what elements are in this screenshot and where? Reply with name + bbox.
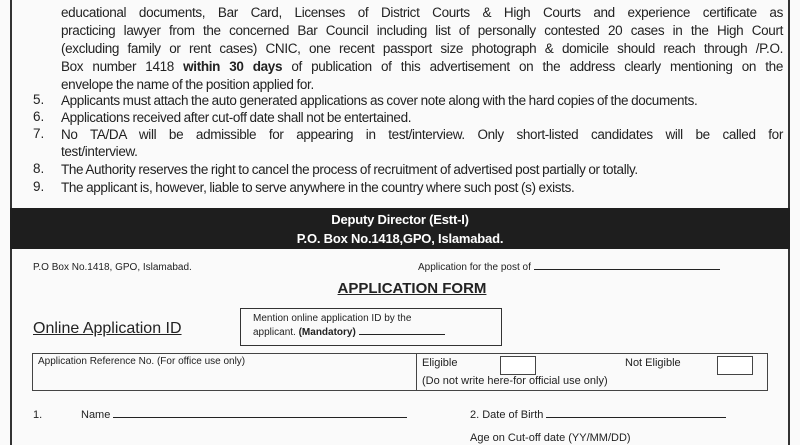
item4-line: educational documents, Bar Card, Licenses of District Courts & High Courts and experience certificate as — [61, 5, 783, 20]
office-use-table — [32, 353, 768, 391]
deadline-text: within 30 days — [183, 59, 283, 74]
contact-band — [10, 208, 790, 249]
age-label: Age on Cut-off date (YY/MM/DD) — [470, 432, 631, 444]
item4-line: envelope the name of the position applied for. — [61, 77, 314, 92]
item-text: The applicant is, however, liable to serve anywhere in the country where such post (s) exists. — [61, 180, 575, 195]
item4-line: (excluding family or rent cases) CNIC, one recent passport size photograph & domicile should reach through /P.O. — [61, 41, 783, 56]
post-field[interactable] — [418, 262, 720, 273]
dob-label: 2. Date of Birth — [470, 409, 544, 421]
name-label: Name — [81, 409, 111, 421]
not-eligible-checkbox[interactable] — [717, 356, 753, 375]
id-box-text: applicant. — [253, 327, 299, 338]
item-number: 5. — [33, 92, 45, 107]
item-text: Applicants must attach the auto generated applications as cover note along with the hard copies of the documents. — [61, 93, 698, 108]
name-number: 1. — [33, 409, 43, 421]
contact-title: Deputy Director (Estt-I) — [331, 212, 469, 227]
ref-label: Application Reference No. (For office use only) — [38, 356, 246, 367]
item-text: test/interview. — [61, 144, 138, 159]
id-box-text: Mention online application ID by the — [253, 313, 412, 324]
eligible-label: Eligible — [422, 357, 458, 369]
eligible-checkbox[interactable] — [500, 356, 536, 375]
form-address: P.O Box No.1418, GPO, Islamabad. — [33, 262, 192, 273]
contact-address: P.O. Box No.1418,GPO, Islamabad. — [296, 231, 504, 246]
text: Box number 1418 — [61, 59, 184, 74]
item-number: 9. — [33, 179, 45, 194]
not-eligible-label: Not Eligible — [625, 357, 681, 369]
online-id-box[interactable] — [240, 308, 502, 346]
online-id-label: Online Application ID — [33, 320, 182, 337]
mandatory-text: (Mandatory) — [298, 327, 356, 338]
official-note: (Do not write here-for official use only) — [422, 375, 608, 387]
post-label: Application for the post of — [418, 262, 531, 273]
item4-line — [61, 58, 783, 75]
item-text: The Authority reserves the right to cancel the process of recruitment of advertised post partially or totally. — [61, 162, 638, 177]
text: of publication of this advertisement on the address clearly mentioning on the — [282, 59, 783, 74]
item4-line: practicing lawyer from the concerned Bar Council including list of personally contested 20 cases in the High Court — [61, 23, 783, 38]
item-text: Applications received after cut-off date shall not be entertained. — [61, 110, 412, 125]
form-title: APPLICATION FORM — [337, 280, 487, 297]
item-number: 7. — [33, 126, 45, 141]
item-number: 6. — [33, 109, 45, 124]
dob-field[interactable] — [470, 409, 726, 421]
item-number: 8. — [33, 161, 45, 176]
item-text: No TA/DA will be admissible for appearing in test/interview. Only short-listed candidates will be called for — [61, 127, 783, 142]
name-field[interactable] — [81, 409, 407, 421]
